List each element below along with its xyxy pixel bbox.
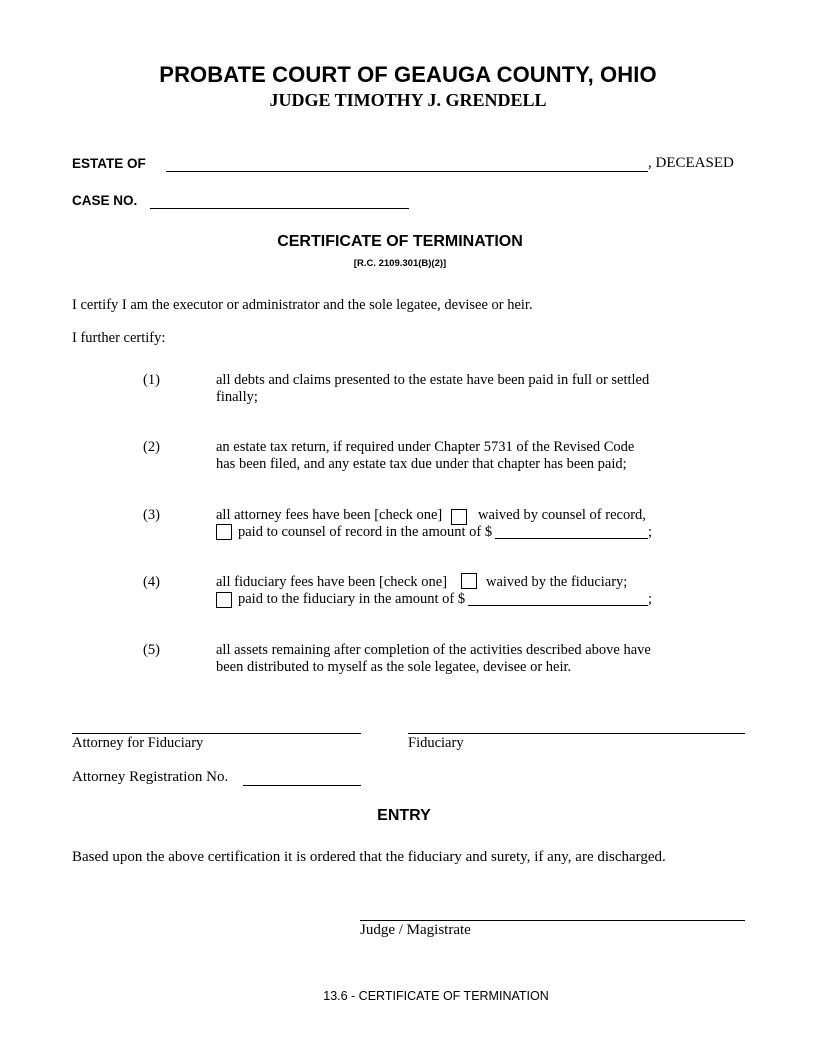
judge-name: JUDGE TIMOTHY J. GRENDELL xyxy=(269,90,547,110)
item-text: has been filed, and any estate tax due under that chapter has been paid; xyxy=(216,456,627,472)
attorney-fees-paid-checkbox[interactable] xyxy=(216,524,232,540)
fiduciary-fees-paid-checkbox[interactable] xyxy=(216,592,232,608)
certify-intro: I certify I am the executor or administrator and the sole legatee, devisee or heir. xyxy=(72,297,533,313)
deceased-label: , DECEASED xyxy=(648,155,734,171)
fiduciary-fee-amount-field[interactable] xyxy=(468,605,648,606)
judge-signature-line[interactable] xyxy=(360,920,745,921)
case-number-field[interactable] xyxy=(150,208,409,209)
attorney-signature-line[interactable] xyxy=(72,733,361,734)
item-text: finally; xyxy=(216,389,258,405)
court-title: PROBATE COURT OF GEAUGA COUNTY, OHIO xyxy=(159,62,657,87)
footer-form-number: 13.6 - CERTIFICATE OF TERMINATION xyxy=(323,989,549,1003)
statute-reference: [R.C. 2109.301(B)(2)] xyxy=(353,258,447,269)
attorney-fees-waived-checkbox[interactable] xyxy=(451,509,467,525)
item-number: (5) xyxy=(143,642,160,658)
item-text: been distributed to myself as the sole legatee, devisee or heir. xyxy=(216,659,572,675)
item-text: paid to the fiduciary in the amount of $ xyxy=(238,591,466,607)
item-number: (3) xyxy=(143,507,160,523)
judge-magistrate-label: Judge / Magistrate xyxy=(360,922,471,938)
entry-title: ENTRY xyxy=(377,807,431,824)
item-text: all debts and claims presented to the estate have been paid in full or settled xyxy=(216,372,650,388)
certificate-title: CERTIFICATE OF TERMINATION xyxy=(277,233,523,250)
item-text: all assets remaining after completion of the activities described above have xyxy=(216,642,651,658)
registration-label: Attorney Registration No. xyxy=(72,769,229,785)
item-number: (1) xyxy=(143,372,160,388)
item-text: all fiduciary fees have been [check one] xyxy=(216,574,448,590)
entry-text: Based upon the above certification it is ordered that the fiduciary and surety, if any, are discharged. xyxy=(72,849,666,865)
item-text: an estate tax return, if required under Chapter 5731 of the Revised Code xyxy=(216,439,635,455)
registration-number-field[interactable] xyxy=(243,785,361,786)
attorney-fee-amount-field[interactable] xyxy=(495,538,648,539)
estate-name-field[interactable] xyxy=(166,171,648,172)
item-text: all attorney fees have been [check one] xyxy=(216,507,443,523)
item-text: paid to counsel of record in the amount of $ xyxy=(238,524,493,540)
item-number: (4) xyxy=(143,574,160,590)
fiduciary-signature-line[interactable] xyxy=(408,733,745,734)
item-number: (2) xyxy=(143,439,160,455)
estate-of-label: ESTATE OF xyxy=(72,156,146,171)
attorney-label: Attorney for Fiduciary xyxy=(72,735,204,751)
further-certify: I further certify: xyxy=(72,330,166,346)
fiduciary-fees-waived-checkbox[interactable] xyxy=(461,573,477,589)
item-end: ; xyxy=(648,524,653,540)
item-text: waived by the fiduciary; xyxy=(486,574,628,590)
case-no-label: CASE NO. xyxy=(72,193,138,208)
item-text: waived by counsel of record, xyxy=(478,507,646,523)
item-end: ; xyxy=(648,591,653,607)
fiduciary-label: Fiduciary xyxy=(408,735,464,751)
